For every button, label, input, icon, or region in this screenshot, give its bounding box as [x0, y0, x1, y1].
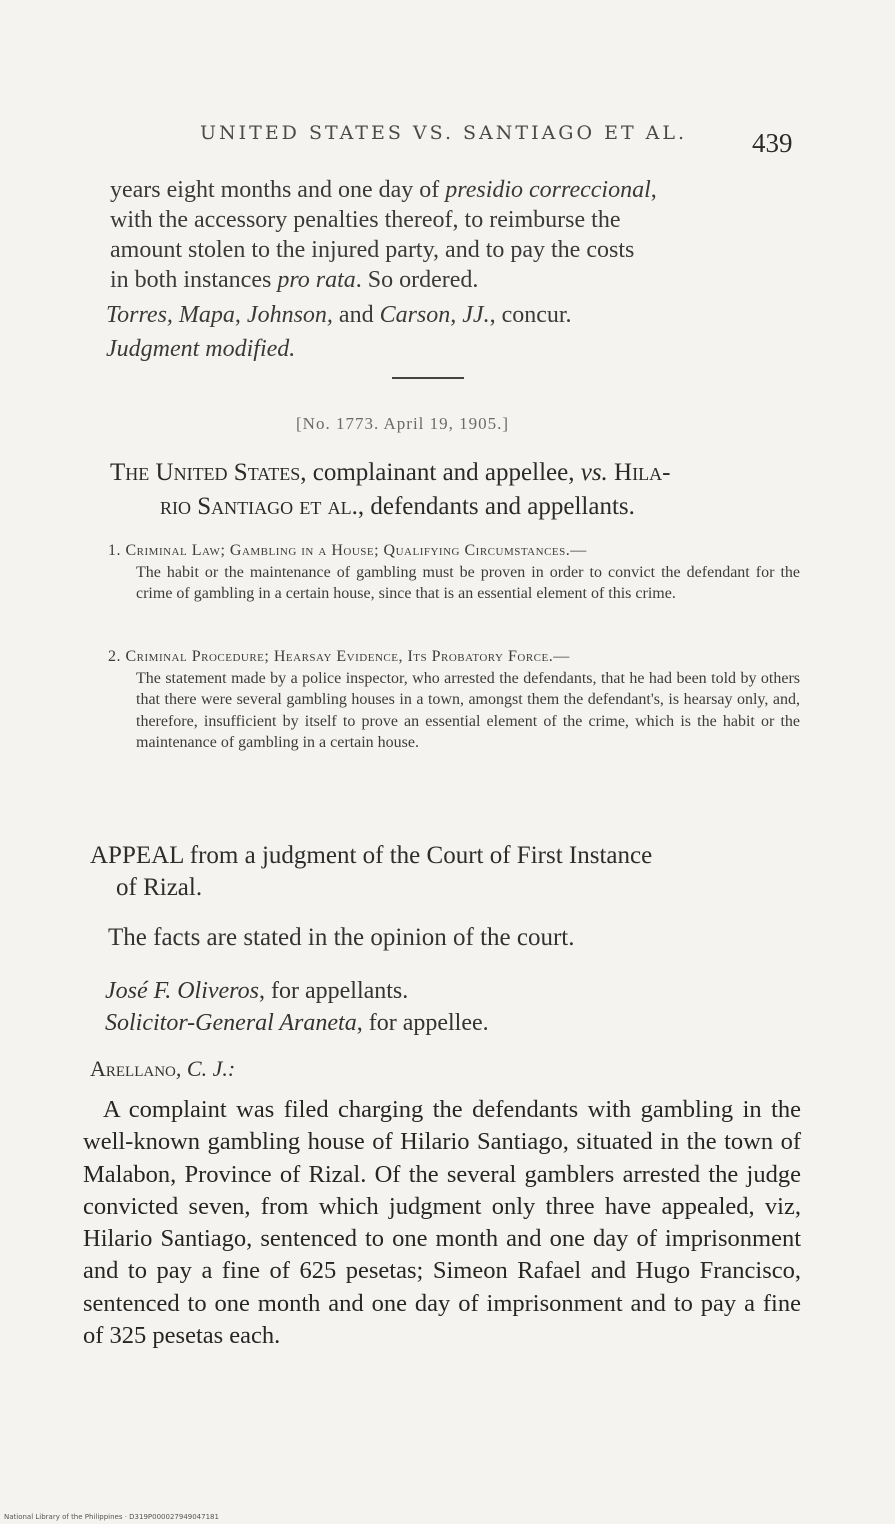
text-span: , defendants and appellants.	[357, 493, 635, 520]
judge-title: , C. J.:	[175, 1056, 236, 1081]
counsel-role: , for appellants.	[258, 978, 409, 1004]
page-number: 439	[752, 128, 793, 158]
scan-footer: National Library of the Philippines · D319P000027949047181	[4, 1513, 219, 1521]
case-number-date: [No. 1773. April 19, 1905.]	[296, 414, 510, 433]
counsel-role: , for appellee.	[356, 1010, 489, 1036]
title-line	[110, 490, 800, 524]
text-span: ,	[650, 177, 657, 203]
text-span: , concur.	[489, 302, 572, 328]
text-span: and	[332, 302, 380, 328]
facts-statement: The facts are stated in the opinion of the court.	[108, 924, 575, 951]
counsel-name: Solicitor-General Araneta	[105, 1010, 357, 1036]
versus: vs.	[580, 459, 608, 486]
text-line: amount stolen to the injured party, and to pay the costs	[110, 237, 635, 263]
text-line: with the accessory penalties thereof, to reimburse the	[110, 207, 621, 233]
syllabus-heading: 2. Criminal Procedure; Hearsay Evidence, Its Probatory Force.—	[108, 648, 570, 665]
counsel-name: José F. Oliveros	[105, 978, 259, 1004]
appeal-line: of Rizal.	[116, 874, 203, 901]
party-name: Hila-	[607, 459, 671, 486]
appeal-line: APPEAL from a judgment of the Court of First Instance	[90, 842, 653, 869]
opinion-text: A complaint was filed charging the defendants with gambling in the well-known gambling house of Hilario Santiago, situated in the town of Malabon, Province of Rizal. Of the several gamblers arrested the judge convicted seven, from which judgment only three have appealed, viz, Hilario Santiago, sentenced to one month and one day of imprisonment and to pay a fine of 625 pesetas; Simeon Rafael and Hugo Francisco, sentenced to one month and one day of imprisonment and to pay a fine of 325 pesetas each.	[83, 1096, 801, 1350]
justices-names: Torres, Mapa, Johnson,	[106, 302, 333, 328]
opinion-paragraph	[83, 1094, 801, 1352]
syllabus-heading: 1. Criminal Law; Gambling in a House; Qualifying Circumstances.—	[108, 542, 587, 559]
syllabus-body: The statement made by a police inspector, who arrested the defendants, that he had been told by others that there were several gambling houses in a town, amongst them the defendant's, is hearsay only, and, therefore, insufficient by itself to prove an essential element of the crime, which is the habit or the maintenance of gambling in a certain house.	[136, 669, 800, 751]
counsel-appellants	[105, 978, 408, 1005]
concurrence	[106, 300, 794, 330]
text-span: , complainant and appellee,	[300, 459, 581, 486]
disposition-text: Judgment modified.	[106, 336, 296, 362]
running-head: UNITED STATES VS. SANTIAGO ET AL.	[200, 122, 688, 144]
party-name: rio Santiago et al.	[160, 493, 358, 520]
judge-name: Arellano	[90, 1056, 176, 1081]
syllabus-item	[108, 646, 800, 754]
counsel-appellee	[105, 1010, 489, 1037]
opinion-author	[90, 1056, 235, 1082]
italic-term: pro rata	[277, 267, 356, 293]
text-span: . So ordered.	[355, 267, 479, 293]
appeal-statement	[90, 840, 802, 904]
disposition	[106, 334, 794, 364]
text-span: in both instances	[110, 267, 278, 293]
syllabus-item	[108, 540, 800, 605]
title-line	[110, 456, 800, 490]
italic-term: presidio correccional	[445, 177, 651, 203]
party-name: The United States	[110, 459, 301, 486]
carryover-paragraph	[110, 175, 798, 295]
section-divider	[392, 377, 464, 379]
text-line	[110, 265, 798, 295]
justices-names: Carson, JJ.	[379, 302, 490, 328]
syllabus-body: The habit or the maintenance of gambling must be proven in order to convict the defendant for the crime of gambling in a certain house, since that is an essential element of this crime.	[136, 563, 800, 602]
case-title	[110, 456, 800, 524]
text-span: years eight months and one day of	[110, 177, 446, 203]
text-line	[110, 175, 798, 205]
